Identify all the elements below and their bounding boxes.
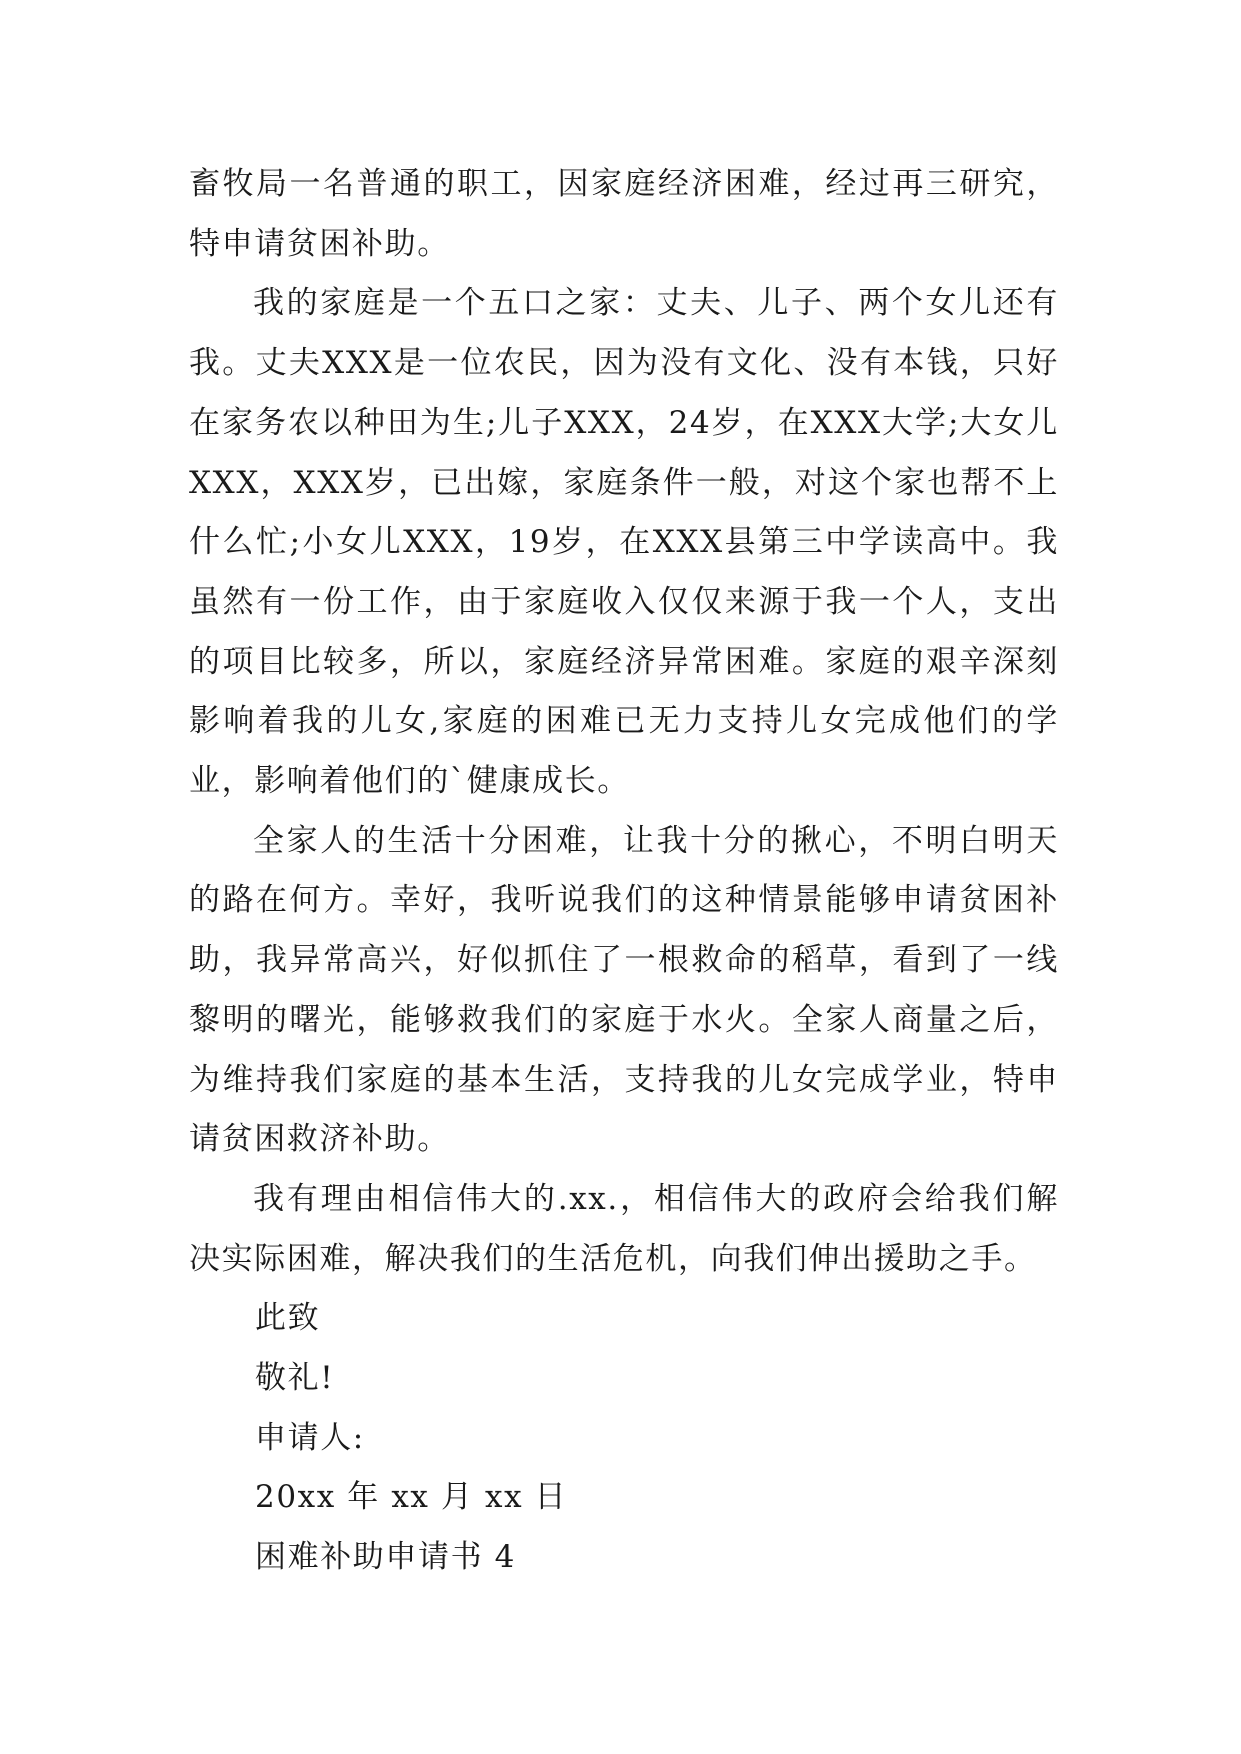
salutation: 此致 — [255, 1300, 321, 1337]
paragraph-continuation: 畜牧局一名普通的职工，因家庭经济困难，经过再三研究，特申请贫困补助。 — [189, 166, 1059, 262]
regards: 敬礼! — [255, 1360, 335, 1397]
paragraph-trust: 我有理由相信伟大的.xx.，相信伟大的政府会给我们解决实际困难，解决我们的生活危机，向我们伸出援助之手。 — [189, 1180, 1059, 1277]
section-heading: 困难补助申请书 4 — [255, 1539, 516, 1576]
applicant-label: 申请人: — [255, 1419, 365, 1456]
paragraph-hardship: 全家人的生活十分困难，让我十分的揪心，不明白明天的路在何方。幸好，我听说我们的这种情景能够申请贫困补助，我异常高兴，好似抓住了一根救命的稻草，看到了一线黎明的曙光，能够救我们的家庭于水火。全家人商量之后，为维持我们家庭的基本生活，支持我的儿女完成学业，特申请贫困救济补助。 — [189, 822, 1059, 1158]
document-body — [189, 155, 1059, 1588]
date-line: 20xx 年 xx 月 xx 日 — [255, 1479, 568, 1516]
paragraph-family-situation: 我的家庭是一个五口之家：丈夫、儿子、两个女儿还有我。丈夫XXX是一位农民，因为没有文化、没有本钱，只好在家务农以种田为生;儿子XXX，24岁，在XXX大学;大女儿XXX，XXX岁，已出嫁，家庭条件一般，对这个家也帮不上什么忙;小女儿XXX，19岁，在XXX县第三中学读高中。我虽然有一份工作，由于家庭收入仅仅来源于我一个人，支出的项目比较多，所以，家庭经济异常困难。家庭的艰辛深刻影响着我的儿女,家庭的困难已无力支持儿女完成他们的学业，影响着他们的`健康成长。 — [189, 285, 1059, 800]
